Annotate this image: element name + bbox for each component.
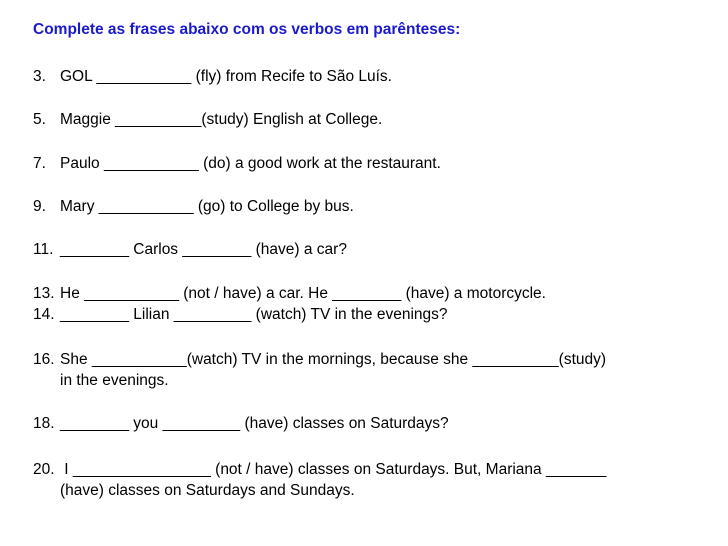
item-text: Maggie __________(study) English at College. [60, 111, 383, 128]
instruction-heading: Complete as frases abaixo com os verbos em parênteses: [33, 21, 461, 38]
exercise-item-16 [33, 350, 606, 370]
exercise-item-5 [33, 110, 382, 130]
exercise-item-7 [33, 154, 441, 174]
item-number: 3. [33, 68, 46, 85]
item-text: GOL ___________ (fly) from Recife to São Luís. [60, 68, 392, 85]
exercise-item-13 [33, 284, 546, 304]
item-number: 18. [33, 415, 55, 432]
item-number: 9. [33, 198, 46, 215]
item-number: 11. [33, 241, 54, 258]
item-text: ________ Carlos ________ (have) a car? [60, 241, 347, 258]
item-text: Paulo ___________ (do) a good work at the restaurant. [60, 155, 441, 172]
exercise-item-20 [33, 460, 606, 480]
item-text: ________ you _________ (have) classes on Saturdays? [60, 415, 449, 432]
item-text: She ___________(watch) TV in the mornings, because she __________(study) [60, 351, 607, 368]
exercise-item-18 [33, 414, 449, 434]
exercise-item-20-continuation: (have) classes on Saturdays and Sundays. [60, 482, 355, 499]
item-text: He ___________ (not / have) a car. He ________ (have) a motorcycle. [60, 285, 546, 302]
item-number: 5. [33, 111, 46, 128]
item-text: Mary ___________ (go) to College by bus. [60, 198, 354, 215]
item-text: I ________________ (not / have) classes on Saturdays. But, Mariana _______ [60, 461, 607, 478]
exercise-item-3 [33, 67, 392, 87]
item-number: 14. [33, 306, 55, 323]
item-number: 20. [33, 461, 55, 478]
item-number: 13. [33, 285, 55, 302]
item-text: ________ Lilian _________ (watch) TV in the evenings? [60, 306, 448, 323]
exercise-item-16-continuation: in the evenings. [60, 372, 169, 389]
exercise-item-11 [33, 240, 347, 260]
exercise-item-14 [33, 305, 448, 325]
item-number: 7. [33, 155, 46, 172]
item-number: 16. [33, 351, 55, 368]
exercise-item-9 [33, 197, 354, 217]
